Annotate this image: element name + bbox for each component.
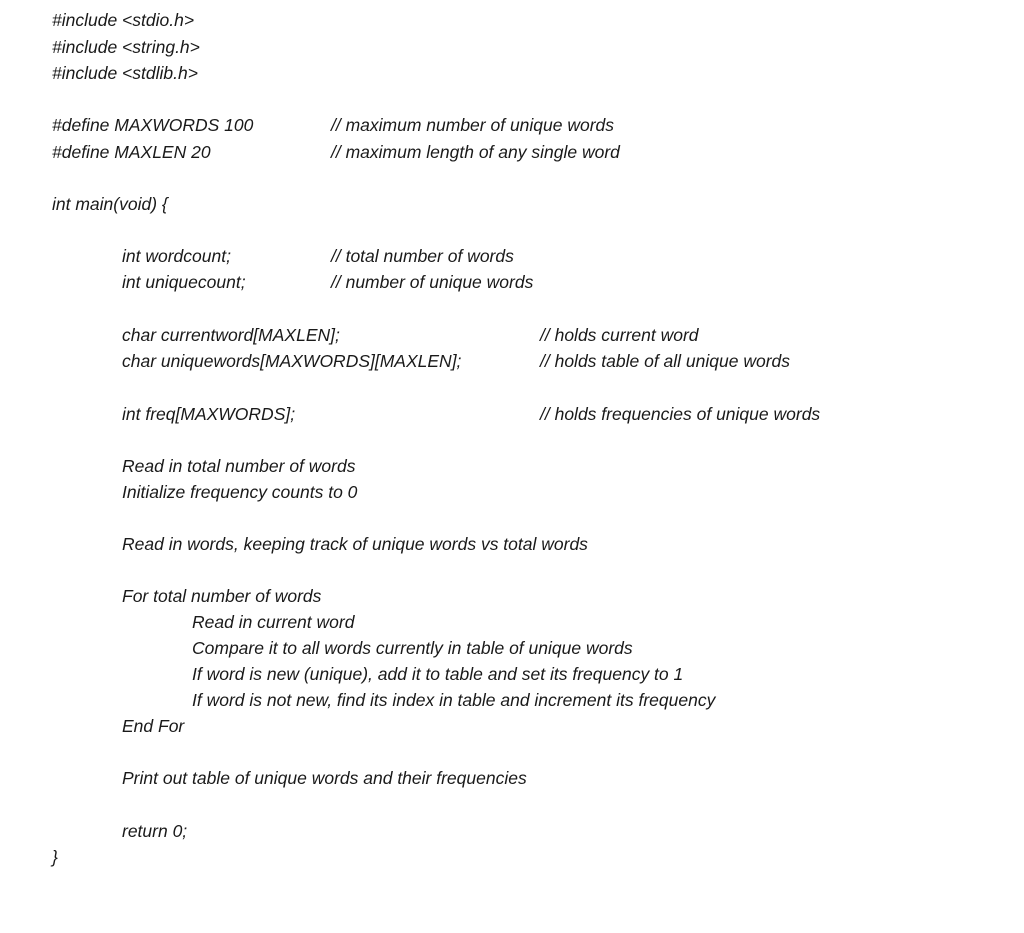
define-maxwords: #define MAXWORDS 100 xyxy=(52,115,254,135)
closing-brace: } xyxy=(52,847,58,867)
include-string: #include <string.h> xyxy=(52,37,200,57)
decl-currentword-comment: // holds current word xyxy=(540,325,699,345)
pseudo-read-words: Read in words, keeping track of unique words vs total words xyxy=(122,534,588,554)
decl-uniquecount: int uniquecount; xyxy=(122,272,246,292)
decl-uniquewords: char uniquewords[MAXWORDS][MAXLEN]; xyxy=(122,351,462,371)
return-statement: return 0; xyxy=(122,821,188,841)
pseudo-print-table: Print out table of unique words and their frequencies xyxy=(122,768,527,788)
decl-freq: int freq[MAXWORDS]; xyxy=(122,404,296,424)
define-maxlen: #define MAXLEN 20 xyxy=(52,142,211,162)
decl-freq-comment: // holds frequencies of unique words xyxy=(540,404,821,424)
decl-currentword: char currentword[MAXLEN]; xyxy=(122,325,340,345)
decl-uniquewords-comment: // holds table of all unique words xyxy=(540,351,791,371)
pseudo-for-header: For total number of words xyxy=(122,586,322,606)
include-stdio: #include <stdio.h> xyxy=(52,10,195,30)
pseudo-for-step-3: If word is new (unique), add it to table and set its frequency to 1 xyxy=(192,664,684,684)
main-signature: int main(void) { xyxy=(52,194,168,214)
decl-wordcount-comment: // total number of words xyxy=(331,246,514,266)
define-maxlen-comment: // maximum length of any single word xyxy=(331,142,620,162)
define-maxwords-comment: // maximum number of unique words xyxy=(331,115,615,135)
pseudo-read-total: Read in total number of words xyxy=(122,456,356,476)
pseudo-for-step-4: If word is not new, find its index in table and increment its frequency xyxy=(192,690,716,710)
include-stdlib: #include <stdlib.h> xyxy=(52,63,198,83)
pseudo-init-freq: Initialize frequency counts to 0 xyxy=(122,482,358,502)
decl-uniquecount-comment: // number of unique words xyxy=(331,272,534,292)
pseudo-for-step-1: Read in current word xyxy=(192,612,355,632)
pseudo-end-for: End For xyxy=(122,716,185,736)
decl-wordcount: int wordcount; xyxy=(122,246,231,266)
pseudo-for-step-2: Compare it to all words currently in table of unique words xyxy=(192,638,633,658)
